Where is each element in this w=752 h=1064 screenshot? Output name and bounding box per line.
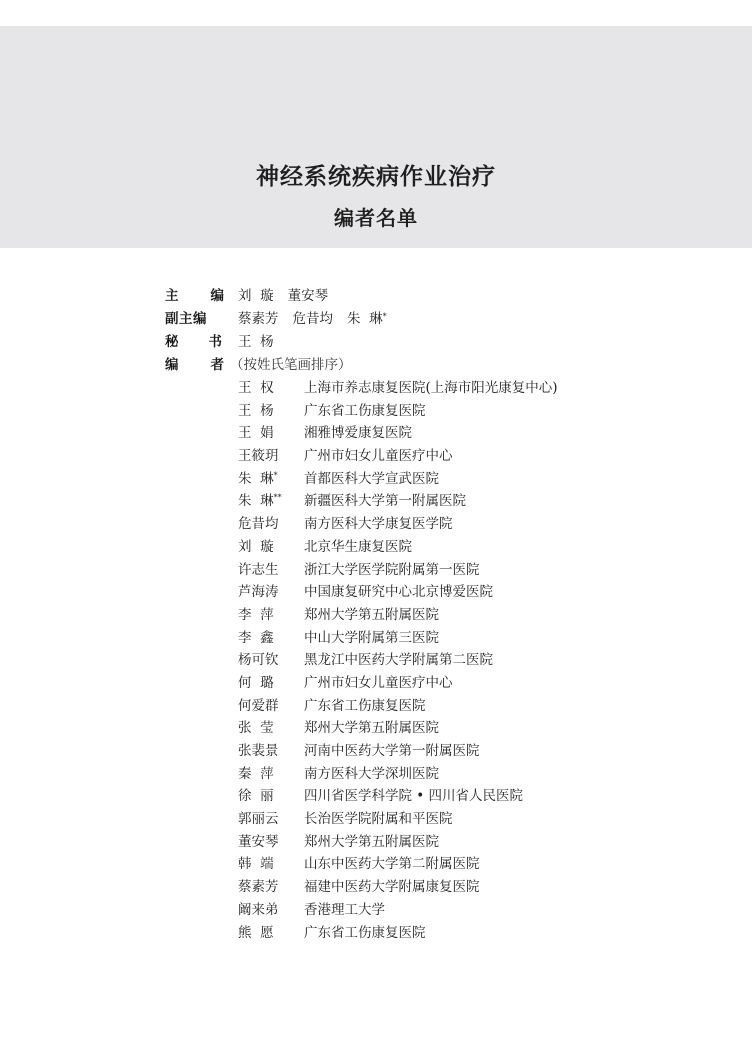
- editor-affiliation: 首都医科大学宣武医院: [304, 470, 439, 487]
- editor-name: 郭丽云: [238, 811, 279, 828]
- secretary-label: 秘 书: [165, 334, 222, 350]
- deputy-chief-editor-name: 危昔均: [292, 311, 333, 327]
- editor-affiliation: 湘雅博爱康复医院: [304, 425, 412, 442]
- footnote-mark: **: [273, 493, 282, 503]
- list-item: [238, 853, 558, 876]
- editor-affiliation: 北京华生康复医院: [304, 538, 412, 555]
- list-item: [238, 649, 558, 672]
- list-item: [238, 445, 558, 468]
- chief-editor-row: [165, 285, 387, 308]
- list-item: [238, 922, 558, 945]
- editor-name: 秦 萍: [238, 765, 274, 782]
- editor-name: 阚来弟: [238, 901, 279, 918]
- editor-affiliation: 福建中医药大学附属康复医院: [304, 879, 480, 896]
- list-item: [238, 695, 558, 718]
- editor-affiliation: 中国康复研究中心北京博爱医院: [304, 584, 493, 601]
- secretary-row: [165, 331, 387, 354]
- editors-order-note: （按姓氏笔画排序）: [230, 357, 352, 373]
- editor-name: 董安琴: [238, 833, 279, 850]
- list-item: [238, 763, 558, 786]
- editor-affiliation: 广东省工伤康复医院: [304, 697, 426, 714]
- editor-affiliation: 广州市妇女儿童医疗中心: [304, 674, 453, 691]
- editor-name: 蔡素芳: [238, 879, 279, 896]
- editor-affiliation: 香港理工大学: [304, 901, 385, 918]
- editor-name: 朱 琳**: [238, 493, 282, 510]
- editors-label-row: [165, 354, 387, 377]
- list-item: [238, 581, 558, 604]
- deputy-chief-editor-label: 副主编: [165, 311, 207, 327]
- editor-affiliation: 浙江大学医学院附属第一医院: [304, 561, 480, 578]
- chief-editor-name: 董安琴: [287, 288, 329, 304]
- page-title: 神经系统疾病作业治疗: [256, 164, 496, 190]
- editor-name: 杨可钦: [238, 652, 279, 669]
- list-item: [238, 377, 558, 400]
- editor-name: 王 娟: [238, 425, 274, 442]
- footnote-mark: *: [273, 470, 278, 480]
- list-item: [238, 513, 558, 536]
- editor-name: 李 鑫: [238, 629, 274, 646]
- list-item: [238, 831, 558, 854]
- editor-affiliation: 郑州大学第五附属医院: [304, 720, 439, 737]
- deputy-chief-editor-names: [238, 308, 387, 331]
- editor-name: 徐 丽: [238, 788, 274, 805]
- editor-name: 朱 琳*: [238, 470, 278, 487]
- deputy-chief-editor-name: 蔡素芳: [238, 311, 279, 327]
- editor-name: 王筱玥: [238, 448, 279, 465]
- page-subtitle: 编者名单: [334, 206, 418, 230]
- editor-name: 许志生: [238, 561, 279, 578]
- editor-affiliation: 黑龙江中医药大学附属第二医院: [304, 652, 493, 669]
- editor-name: 熊 愿: [238, 924, 274, 941]
- editor-name: 刘 璇: [238, 538, 274, 555]
- list-item: [238, 604, 558, 627]
- chief-editor-label: 主 编: [165, 288, 224, 304]
- list-item: [238, 490, 558, 513]
- footnote-mark: *: [382, 312, 387, 321]
- editor-name: 何爱群: [238, 697, 279, 714]
- list-item: [238, 627, 558, 650]
- editor-name: 危昔均: [238, 516, 279, 533]
- roles-section: [165, 285, 387, 377]
- deputy-chief-editor-row: [165, 308, 387, 331]
- chief-editor-name: 刘 璇: [238, 288, 274, 304]
- editor-name: 王 权: [238, 380, 274, 396]
- editors-label: 编 者: [165, 357, 224, 373]
- list-item: [238, 559, 558, 582]
- list-item: [238, 468, 558, 491]
- list-item: [238, 400, 558, 423]
- editor-affiliation: 南方医科大学深圳医院: [304, 765, 439, 782]
- editor-name: 韩 端: [238, 856, 274, 873]
- list-item: [238, 422, 558, 445]
- editor-name: 张裴景: [238, 743, 279, 759]
- editor-affiliation: 山东中医药大学第二附属医院: [304, 856, 480, 873]
- chief-editor-names: [238, 285, 328, 308]
- list-item: [238, 536, 558, 559]
- editor-name: 芦海涛: [238, 584, 279, 601]
- editor-affiliation: 新疆医科大学第一附属医院: [304, 493, 466, 510]
- editor-affiliation: 中山大学附属第三医院: [304, 629, 439, 646]
- list-item: [238, 876, 558, 899]
- editor-name: 李 萍: [238, 606, 274, 623]
- editor-affiliation: 长治医学院附属和平医院: [304, 811, 453, 828]
- list-item: [238, 672, 558, 695]
- list-item: [238, 785, 558, 808]
- editor-affiliation: 郑州大学第五附属医院: [304, 606, 439, 623]
- editor-list: [238, 377, 558, 944]
- editor-affiliation: 广州市妇女儿童医疗中心: [304, 448, 453, 465]
- list-item: [238, 740, 558, 763]
- list-item: [238, 717, 558, 740]
- editor-affiliation: 广东省工伤康复医院: [304, 402, 426, 419]
- editor-name: 何 璐: [238, 674, 274, 691]
- editor-affiliation: 四川省医学科学院 • 四川省人民医院: [304, 788, 524, 805]
- secretary-name: 王 杨: [238, 334, 274, 350]
- editor-affiliation: 南方医科大学康复医学院: [304, 516, 453, 533]
- list-item: [238, 899, 558, 922]
- editor-name: 张 莹: [238, 720, 274, 737]
- list-item: [238, 808, 558, 831]
- deputy-chief-editor-name-marked: 朱 琳*: [347, 311, 387, 327]
- editor-affiliation: 河南中医药大学第一附属医院: [304, 743, 480, 759]
- editor-affiliation: 广东省工伤康复医院: [304, 924, 426, 941]
- editor-affiliation: 上海市养志康复医院(上海市阳光康复中心): [304, 380, 558, 396]
- editor-name: 王 杨: [238, 402, 274, 419]
- editor-affiliation: 郑州大学第五附属医院: [304, 833, 439, 850]
